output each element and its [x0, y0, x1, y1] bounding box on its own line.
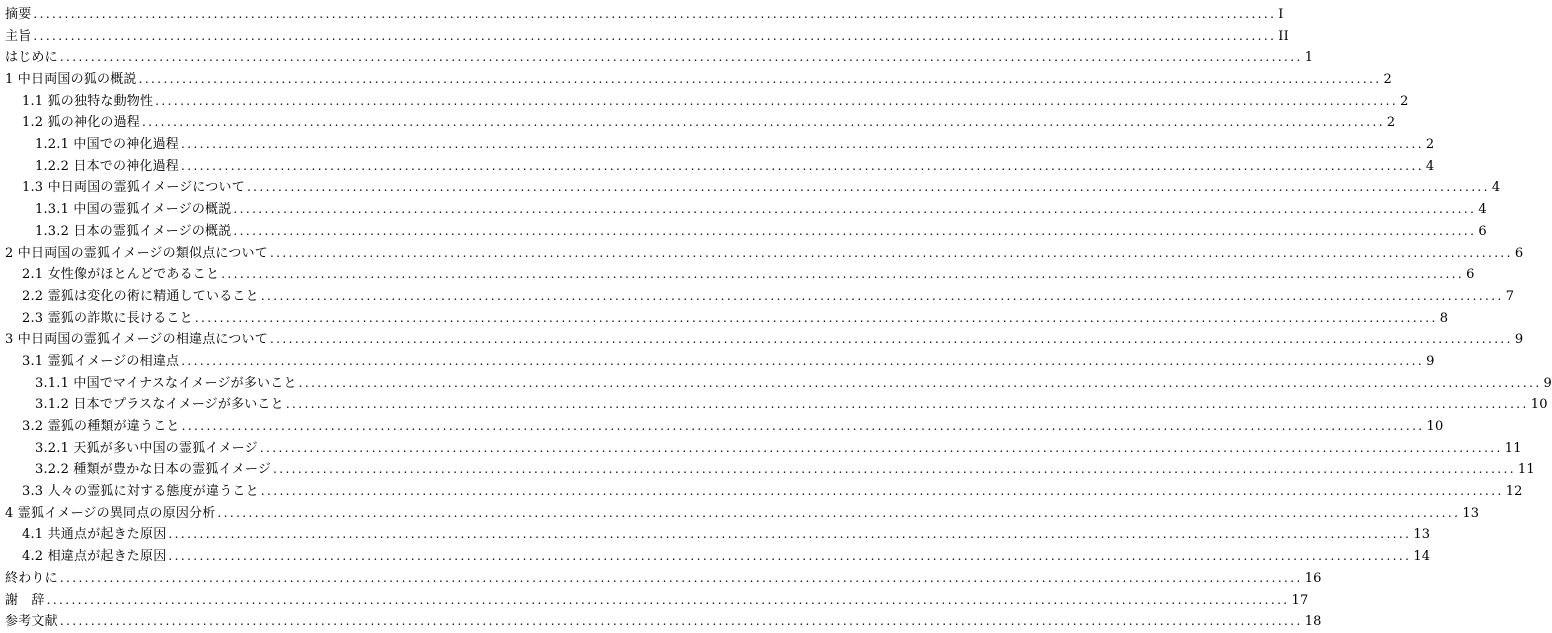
dot-leader: ........................................................................................................................................................................................................	[269, 245, 1513, 260]
toc-entry[interactable]	[5, 91, 1409, 113]
toc-entry-title: 3.1 霊狐イメージの相違点	[22, 353, 180, 369]
toc-entry-title: 1.2 狐の神化の過程	[22, 115, 141, 131]
toc-entry[interactable]	[5, 221, 1487, 243]
toc-entry[interactable]	[5, 394, 1548, 416]
table-of-contents	[5, 4, 1552, 633]
dot-leader: ........................................................................................................................................................................................................	[181, 419, 1425, 434]
toc-entry-page-number: 6	[1514, 245, 1524, 261]
toc-entry[interactable]	[5, 568, 1322, 590]
toc-entry-page-number: 11	[1504, 440, 1522, 456]
toc-entry-page-number: 6	[1478, 223, 1487, 239]
toc-entry-title: 1 中日両国の狐の概説	[5, 72, 137, 88]
toc-entry-page-number: 9	[1426, 353, 1435, 369]
toc-entry-page-number: 8	[1439, 310, 1449, 326]
toc-entry[interactable]	[5, 459, 1535, 481]
dot-leader: ........................................................................................................................................................................................................	[142, 115, 1385, 130]
dot-leader: ........................................................................................................................................................................................................	[155, 93, 1399, 108]
dot-leader: ........................................................................................................................................................................................................	[59, 570, 1303, 585]
toc-entry-title: 2.2 霊狐は変化の術に精通していること	[22, 288, 259, 304]
dot-leader: ........................................................................................................................................................................................................	[168, 527, 1412, 542]
dot-leader: ........................................................................................................................................................................................................	[273, 462, 1516, 477]
toc-entry-page-number: 10	[1426, 419, 1444, 435]
dot-leader: ........................................................................................................................................................................................................	[221, 267, 1465, 282]
toc-entry[interactable]	[5, 481, 1523, 503]
toc-entry-page-number: 14	[1413, 549, 1431, 565]
dot-leader: ........................................................................................................................................................................................................	[181, 137, 1424, 152]
toc-entry-page-number: 16	[1304, 570, 1322, 586]
dot-leader: ........................................................................................................................................................................................................	[298, 375, 1542, 390]
toc-entry-title: 3.3 人々の霊狐に対する態度が違うこと	[22, 484, 259, 500]
toc-entry-title: 2.3 霊狐の詐欺に長けること	[22, 310, 193, 326]
toc-entry-title: 3.2.1 天狐が多い中国の霊狐イメージ	[35, 440, 258, 456]
toc-entry-title: 2 中日両国の霊狐イメージの類似点について	[5, 245, 268, 261]
toc-entry[interactable]	[5, 26, 1289, 48]
toc-entry-title: 2.1 女性像がほとんどであること	[22, 267, 220, 283]
toc-entry-title: 3.2 霊狐の種類が違うこと	[22, 419, 180, 435]
dot-leader: ........................................................................................................................................................................................................	[194, 310, 1438, 325]
toc-entry[interactable]	[5, 112, 1396, 134]
toc-entry[interactable]	[5, 47, 1314, 69]
toc-entry-title: 3.1.2 日本でプラスなイメージが多いこと	[35, 397, 284, 413]
toc-entry[interactable]	[5, 611, 1322, 633]
toc-entry[interactable]	[5, 134, 1435, 156]
toc-entry-title: 1.1 狐の独特な動物性	[22, 93, 154, 109]
dot-leader: ........................................................................................................................................................................................................	[59, 50, 1303, 65]
toc-entry-title: 3.1.1 中国でマイナスなイメージが多いこと	[35, 375, 297, 391]
toc-entry-title: 主旨	[5, 28, 32, 44]
toc-entry[interactable]	[5, 286, 1515, 308]
toc-entry-page-number: 12	[1505, 484, 1523, 500]
toc-entry[interactable]	[5, 503, 1480, 525]
toc-entry-page-number: 2	[1400, 93, 1409, 109]
toc-entry[interactable]	[5, 243, 1524, 265]
toc-entry-title: 1.3 中日両国の霊狐イメージについて	[22, 180, 245, 196]
toc-entry-page-number: II	[1278, 28, 1289, 44]
toc-entry[interactable]	[5, 546, 1431, 568]
toc-entry-title: 3.2.2 種類が豊かな日本の霊狐イメージ	[35, 462, 272, 478]
toc-entry-page-number: 2	[1386, 115, 1396, 131]
dot-leader: ........................................................................................................................................................................................................	[33, 6, 1277, 21]
toc-entry-title: 参考文献	[5, 614, 58, 630]
toc-entry[interactable]	[5, 329, 1524, 351]
toc-entry-page-number: 9	[1514, 332, 1524, 348]
toc-entry-page-number: 4	[1425, 158, 1435, 174]
toc-entry-page-number: 6	[1466, 267, 1475, 283]
toc-entry[interactable]	[5, 264, 1475, 286]
dot-leader: ........................................................................................................................................................................................................	[285, 397, 1529, 412]
toc-entry[interactable]	[5, 373, 1552, 395]
dot-leader: ........................................................................................................................................................................................................	[233, 202, 1477, 217]
dot-leader: ........................................................................................................................................................................................................	[259, 440, 1503, 455]
dot-leader: ........................................................................................................................................................................................................	[168, 549, 1412, 564]
dot-leader: ........................................................................................................................................................................................................	[181, 353, 1425, 368]
toc-entry-page-number: 17	[1291, 592, 1309, 608]
toc-entry-page-number: 4	[1491, 180, 1501, 196]
toc-entry-title: 1.2.1 中国での神化過程	[35, 137, 180, 153]
toc-entry-page-number: 2	[1425, 137, 1435, 153]
dot-leader: ........................................................................................................................................................................................................	[233, 223, 1477, 238]
toc-entry-page-number: 1	[1304, 50, 1314, 66]
dot-leader: ........................................................................................................................................................................................................	[46, 592, 1290, 607]
toc-entry-title: 4.2 相違点が起きた原因	[22, 549, 167, 565]
dot-leader: ........................................................................................................................................................................................................	[59, 614, 1303, 629]
toc-entry[interactable]	[5, 351, 1435, 373]
toc-entry-page-number: 2	[1383, 72, 1392, 88]
dot-leader: ........................................................................................................................................................................................................	[33, 28, 1277, 43]
toc-entry-title: 4 霊狐イメージの異同点の原因分析	[5, 505, 216, 521]
toc-entry-title: 4.1 共通点が起きた原因	[22, 527, 167, 543]
toc-entry-page-number: 7	[1505, 288, 1515, 304]
toc-entry-title: 摘要	[5, 6, 32, 22]
toc-entry[interactable]	[5, 416, 1444, 438]
toc-entry[interactable]	[5, 590, 1309, 612]
dot-leader: ........................................................................................................................................................................................................	[260, 288, 1504, 303]
toc-entry-page-number: 13	[1462, 505, 1480, 521]
toc-entry-title: 終わりに	[5, 570, 58, 586]
toc-entry-title: 1.2.2 日本での神化過程	[35, 158, 180, 174]
toc-entry-title: はじめに	[5, 50, 58, 66]
dot-leader: ........................................................................................................................................................................................................	[181, 158, 1424, 173]
toc-entry-page-number: 9	[1543, 375, 1552, 391]
dot-leader: ........................................................................................................................................................................................................	[260, 484, 1504, 499]
toc-entry-title: 3 中日両国の霊狐イメージの相違点について	[5, 332, 268, 348]
dot-leader: ........................................................................................................................................................................................................	[246, 180, 1490, 195]
toc-entry[interactable]	[5, 4, 1284, 26]
toc-entry-page-number: I	[1278, 6, 1284, 22]
dot-leader: ........................................................................................................................................................................................................	[138, 72, 1382, 87]
toc-entry-page-number: 4	[1478, 202, 1487, 218]
toc-entry-title: 謝 辞	[5, 592, 45, 608]
toc-entry[interactable]	[5, 525, 1431, 547]
dot-leader: ........................................................................................................................................................................................................	[269, 332, 1513, 347]
toc-entry-page-number: 11	[1517, 462, 1535, 478]
toc-entry[interactable]	[5, 308, 1449, 330]
toc-entry[interactable]	[5, 438, 1522, 460]
toc-entry-page-number: 10	[1530, 397, 1548, 413]
dot-leader: ........................................................................................................................................................................................................	[217, 505, 1461, 520]
toc-entry[interactable]	[5, 156, 1435, 178]
toc-entry[interactable]	[5, 178, 1501, 200]
toc-entry-title: 1.3.1 中国の霊狐イメージの概説	[35, 202, 232, 218]
toc-entry[interactable]	[5, 69, 1392, 91]
toc-entry-page-number: 13	[1413, 527, 1431, 543]
toc-entry[interactable]	[5, 199, 1487, 221]
toc-entry-page-number: 18	[1304, 614, 1322, 630]
toc-entry-title: 1.3.2 日本の霊狐イメージの概説	[35, 223, 232, 239]
